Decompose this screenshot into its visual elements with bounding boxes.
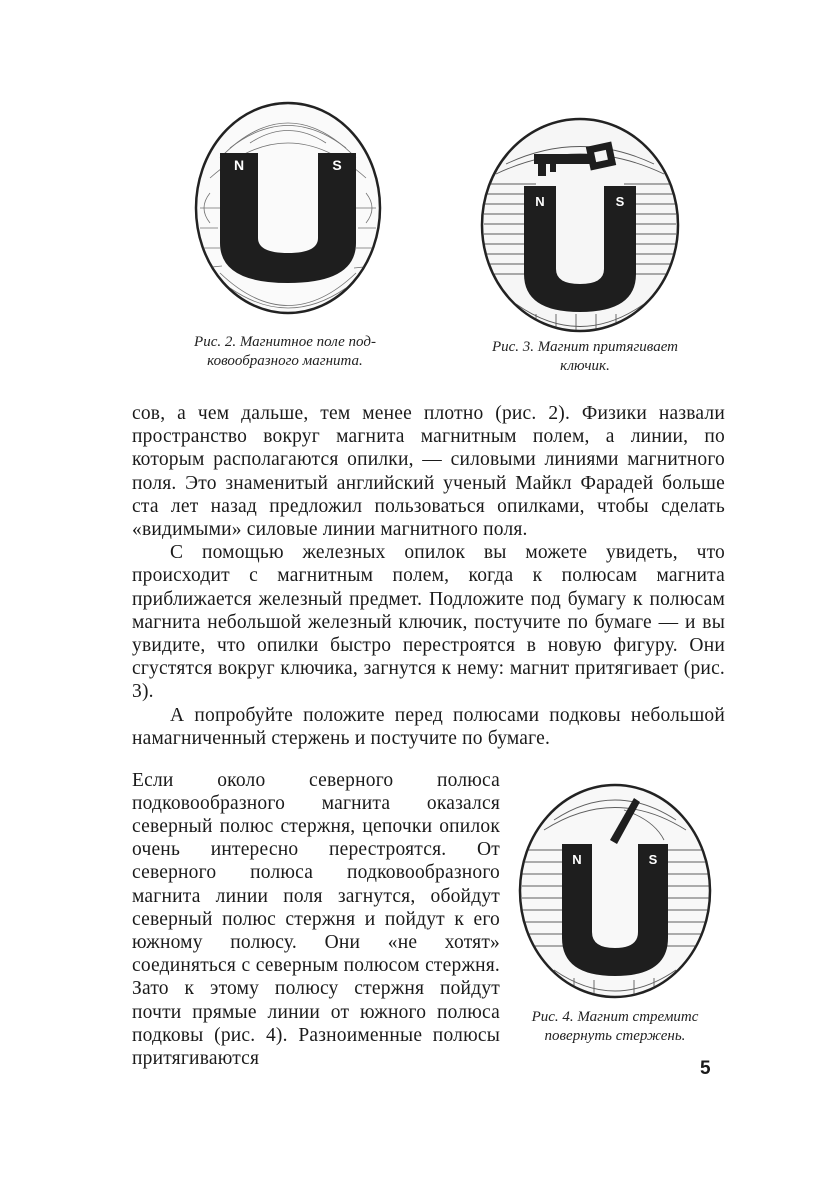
figure-2-horseshoe-magnet-field bbox=[190, 98, 386, 318]
caption-line: Рис. 3. Магнит притягивает bbox=[491, 339, 679, 355]
paragraph: С помощью железных опилок вы можете увидеть, что происходит с магнитным полем, когда к полюсам магнита приближается железный предмет. Подложите под бумагу к полюсам магнита небольшой железный ключик, постучите по бумаге — и вы увидите, что опилки быстро перестроятся в новую фигуру. Они сгустятся вокруг ключика, загнутся к нему: магнит притягивает (рис. 3). bbox=[132, 542, 725, 703]
page-number: 5 bbox=[700, 1058, 711, 1079]
south-pole-label: S bbox=[332, 157, 342, 173]
figure-3-caption bbox=[450, 338, 720, 376]
figure-3-magnet-attracts-key bbox=[476, 114, 684, 336]
paragraph: А попробуйте положите перед полюсами подковы небольшой намагниченный стержень и постучите по бумаге. bbox=[132, 704, 725, 749]
figure-4-caption bbox=[506, 1008, 724, 1046]
north-pole-label: N bbox=[233, 157, 245, 173]
caption-line: Рис. 2. Магнитное поле под- bbox=[194, 334, 376, 350]
body-text-top bbox=[132, 402, 725, 750]
south-pole-label: S bbox=[615, 194, 625, 209]
north-pole-label: N bbox=[572, 852, 582, 867]
south-pole-label: S bbox=[648, 852, 658, 867]
north-pole-label: N bbox=[535, 194, 545, 209]
paragraph: Если около северного полюса подковообразного магнита оказался северный полюс стержня, цепочки опилок очень интересно перестроятся. От северного полюса подковообразного магнита линии поля загнутся, обойдут северный полюс стержня и пойдут к его южному полюсу. Они «не хотят» соединяться с северным полюсом стержня. Зато к этому полюсу стержня пойдут почти прямые линии от южного полюса подковы (рис. 4). Разноименные полюсы притягиваются bbox=[132, 769, 500, 1069]
caption-line: ковообразного магнита. bbox=[207, 353, 363, 369]
paragraph: сов, а чем дальше, тем менее плотно (рис. 2). Физики назвали пространство вокруг магнита магнитным полем, а линии, по которым располагаются опилки, — силовыми линиями магнитного поля. Это знаменитый английский ученый Майкл Фарадей больше ста лет назад предложил пользоваться опилками, чтобы сделать «видимыми» силовые линии магнитного поля. bbox=[132, 403, 725, 541]
caption-line: ключик. bbox=[560, 358, 610, 374]
figure-2-caption bbox=[140, 333, 430, 371]
figure-4-magnet-rotates-rod bbox=[514, 780, 716, 1002]
caption-line: Рис. 4. Магнит стремитс bbox=[531, 1009, 699, 1025]
body-text-narrow bbox=[132, 749, 500, 1090]
caption-line: повернуть стержень. bbox=[544, 1028, 686, 1044]
